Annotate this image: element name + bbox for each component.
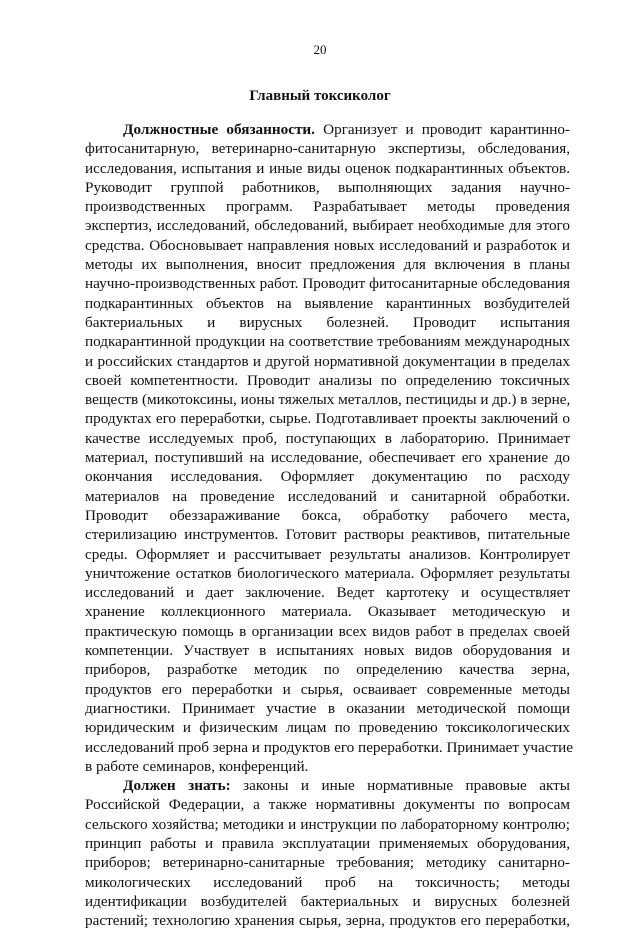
paragraph-line: в работе семинаров, конференций. [85,757,309,775]
paragraph-line: микологических исследований проб на токсичность; методы [85,873,570,891]
paragraph-line: окончания исследования. Оформляет документацию по расходу [85,468,570,486]
paragraph-line: веществ (микотоксины, ионы тяжелых металлов, пестициды и др.) в зерне, [85,391,571,409]
paragraph-line: бактериальных и вирусных болезней. Проводит испытания [85,313,570,331]
section-knowledge [85,776,570,930]
paragraph-line: продуктов его переработки и сырья, осваивает современные методы [85,680,570,698]
paragraph-line: экспертиз, исследований, обследований, выбирает необходимые для этого [85,217,570,235]
paragraph-line: своей компетентности. Проводит анализы по определению токсичных [85,371,570,389]
paragraph-line: Российской Федерации, а также нормативны документы по вопросам [85,796,570,814]
paragraph-line: сельского хозяйства; методики и инструкции по лабораторному контролю; [85,815,570,833]
paragraph-line [85,120,570,139]
paragraph-line: практическую помощь в организации всех видов работ в пределах своей [85,622,570,640]
paragraph-line: диагностики. Принимает участие в оказании методической помощи [85,699,570,717]
paragraph-line: материал, поступивший на исследование, обеспечивает его хранение до [85,449,570,467]
paragraph-line: подкарантинных объектов на выявление карантинных возбудителей [85,294,570,312]
paragraph-line: подкарантинной продукции на соответствие требованиям международных [85,333,570,351]
paragraph-line: приборов, разработке методик по определению качества зерна, [85,661,570,679]
paragraph-line: идентификации возбудителей бактериальных и вирусных болезней [85,892,570,910]
paragraph-line: методы их выполнения, вносит предложения для включения в планы [85,256,570,274]
paragraph-line: средства. Обосновывает направления новых исследований и разработок и [85,236,570,254]
paragraph-line: научно-производственных работ. Проводит фитосанитарные обследования [85,275,570,293]
paragraph-line: Проводит обеззараживание бокса, обработку рабочего места, [85,506,570,524]
paragraph-line: продуктах его переработки, сырье. Подготавливает проекты заключений о [85,410,570,428]
section-term: Должен знать: [123,777,231,795]
paragraph-line: производственных программ. Разрабатывает методы проведения [85,198,570,216]
paragraph-line: хранение коллекционного материала. Оказывает методическую и [85,603,570,621]
paragraph-line: исследования, испытания и иные виды оценок подкарантинных объектов. [85,159,570,177]
paragraph-line: растений; технологию хранения сырья, зерна, продуктов его переработки, [85,912,570,930]
section-term: Должностные обязанности. [123,121,315,138]
page-number: 20 [313,42,327,57]
section-text: Организует и проводит карантинно- [314,121,570,138]
section-duties [85,120,574,776]
paragraph-line: материалов на проведение исследований и санитарной обработки. [85,487,570,505]
paragraph-line: фитосанитарную, ветеринарно-санитарную экспертизы, обследования, [85,140,570,158]
paragraph-line: Руководит группой работников, выполняющих задания научно- [85,178,570,196]
document-body [85,120,574,930]
paragraph-line: принцип работы и правила эксплуатации применяемых оборудования, [85,834,570,852]
paragraph-line: уничтожение остатков биологического материала. Оформляет результаты [85,564,570,582]
paragraph-line: компетенции. Участвует в испытаниях новых видов оборудования и [85,642,570,660]
paragraph-line: юридическим и физическим лицам по проведению токсикологических [85,719,570,737]
paragraph-line: приборов; ветеринарно-санитарные требования; методику санитарно- [85,854,570,872]
paragraph-line: исследований проб зерна и продуктов его переработки. Принимает участие [85,738,574,756]
paragraph-line [85,776,570,795]
section-text: законы и иные нормативные правовые акты [230,777,570,795]
paragraph-line: и российских стандартов и другой нормативной документации в пределах [85,352,570,370]
paragraph-line: среды. Оформляет и рассчитывает результаты анализов. Контролирует [85,545,570,563]
document-heading: Главный токсиколог [249,88,391,104]
paragraph-line: исследований и дает заключение. Ведет картотеку и осуществляет [85,584,570,602]
paragraph-line: качестве исследуемых проб, поступающих в лабораторию. Принимает [85,429,570,447]
paragraph-line: стерилизацию инструментов. Готовит растворы реактивов, питательные [85,526,570,544]
